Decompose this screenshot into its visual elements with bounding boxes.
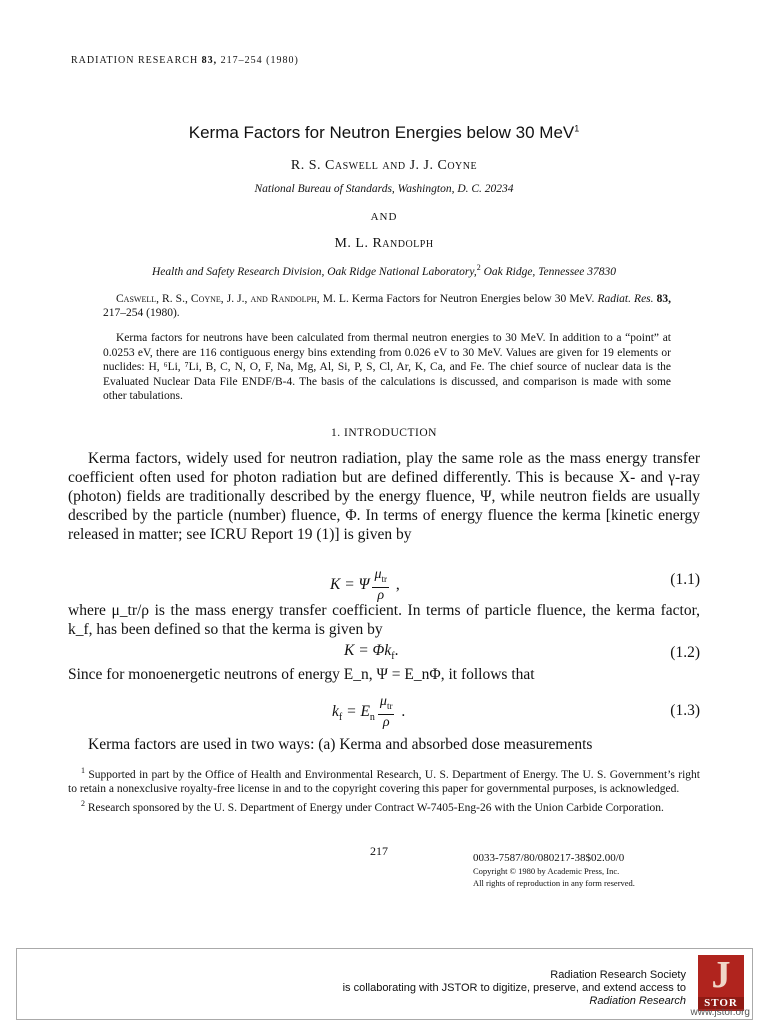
journal-volume: 83, [201, 55, 218, 66]
eq1-fraction [372, 567, 389, 604]
eq3-lhs: k [332, 702, 339, 720]
authors-line-2: M. L. Randolph [334, 236, 434, 251]
article-title [0, 123, 768, 143]
paragraph-4: Kerma factors are used in two ways: (a) Kerma and absorbed dose measurements [88, 736, 593, 753]
eq1-numerator-sub: tr [381, 573, 387, 584]
affiliation-2 [0, 263, 768, 278]
footnotes [68, 764, 700, 815]
jstor-logo-icon[interactable] [698, 955, 744, 1011]
and-separator: AND [370, 211, 398, 223]
affiliation-2-part-a: Health and Safety Research Division, Oak Ridge National Laboratory, [151, 265, 477, 278]
jstor-logo-j: J [711, 954, 731, 996]
copyright-block [473, 852, 635, 890]
authors-line-1: R. S. Caswell and J. J. Coyne [290, 158, 478, 173]
eq3-numerator: μ [379, 694, 387, 709]
eq3-numerator-sub: tr [386, 700, 393, 711]
eq3-mid-sub: n [369, 712, 375, 724]
eq2-label: (1.2) [670, 644, 700, 661]
citation-title: Kerma Factors for Neutron Energies below 30 MeV. [348, 293, 598, 305]
footnote-1-mark: 1 [81, 766, 85, 775]
eq1-label: (1.1) [670, 571, 700, 588]
paragraph-2: where μ_tr/ρ is the mass energy transfer coefficient. In terms of particle fluence, the kerma factor, k_f, has been defined so that the kerma is given by [68, 602, 700, 638]
footnote-1-text: Supported in part by the Office of Health and Environmental Research, U. S. Department of Energy. The U. S. Government’s right to retain a nonexclusive royalty-free license in and to the copyright covering this paper for governmental purposes, is acknowledged. [68, 768, 700, 796]
footnote-2 [68, 797, 700, 815]
eq1-denominator: ρ [377, 587, 385, 603]
jstor-url-link[interactable]: www.jstor.org [690, 1007, 750, 1018]
journal-name: RADIATION RESEARCH [71, 55, 199, 66]
jstor-line-2: is collaborating with JSTOR to digitize, preserve, and extend access to [342, 982, 686, 994]
journal-header [71, 55, 299, 66]
affiliation-footnote-mark: 2 [476, 263, 481, 272]
eq3-mid: = E [342, 702, 370, 720]
eq2-text: K = Φk [344, 642, 392, 659]
eq3-fraction [378, 694, 395, 731]
equation-1-2 [68, 642, 700, 664]
eq1-tail: , [391, 575, 400, 593]
eq1-numerator: μ [374, 567, 382, 582]
citation-volume: 83, [653, 293, 671, 305]
section-heading: 1. INTRODUCTION [331, 427, 437, 439]
page-number: 217 [370, 844, 388, 858]
paragraph-3: Since for monoenergetic neutrons of energy E_n, Ψ = E_nΦ, it follows that [68, 666, 535, 683]
footnote-2-text: Research sponsored by the U. S. Department of Energy under Contract W-7405-Eng-26 with the Union Carbide Corporation. [85, 801, 664, 814]
affiliation-1: National Bureau of Standards, Washington, D. C. 20234 [254, 183, 514, 195]
footnote-2-mark: 2 [81, 798, 85, 808]
jstor-logo-stor: STOR [698, 997, 744, 1009]
footnote-1 [68, 764, 700, 797]
eq2-sub: f [391, 651, 395, 663]
eq1-lhs: K = Ψ [330, 575, 370, 593]
paragraph-1: Kerma factors, widely used for neutron radiation, play the same role as the mass energy transfer coefficient often used for photon radiation but are defined differently. This is because X- and γ-ray (photon) fields are traditionally described by the energy fluence, Ψ, while neutron fields are usually described by the particle (number) fluence, Φ. In terms of energy fluence the kerma [kinetic energy released in matter; see ICRU Report 19 (1)] is given by [68, 450, 700, 543]
citation-journal: Radiat. Res. [597, 293, 654, 305]
equation-1-1 [68, 563, 700, 603]
abstract: Kerma factors for neutrons have been calculated from thermal neutron energies to 30 MeV. In addition to a “point” at 0.0253 eV, there are 116 contiguous energy bins extending from 0.026 eV to 30 MeV. Values are given for 19 elements or nuclides: H, ⁶Li, ⁷Li, B, C, N, O, F, Na, Mg, Al, Si, P, S, Cl, Ar, K, Ca, and Fe. The chief source of nuclear data is the Evaluated Nuclear Data File ENDF/B-4. The basis of the calculations is discussed, and comparison is made with some other tabulations. [103, 332, 671, 402]
copyright-line-1: Copyright © 1980 by Academic Press, Inc. [473, 865, 620, 876]
jstor-banner-text [343, 969, 686, 1008]
jstor-line-3: Radiation Research [589, 995, 686, 1007]
equation-1-3 [68, 692, 700, 732]
eq3-tail: . [397, 702, 406, 720]
eq3-lhs-sub: f [338, 712, 343, 724]
citation-block [103, 292, 671, 320]
article-title-text: Kerma Factors for Neutron Energies below 30 MeV [188, 123, 575, 142]
article-code: 0033-7587/80/080217-38$02.00/0 [473, 852, 625, 864]
eq3-denominator: ρ [382, 714, 390, 730]
citation-pages: 217–254 (1980). [103, 307, 180, 319]
affiliation-2-part-b: Oak Ridge, Tennessee 37830 [480, 265, 617, 278]
eq3-label: (1.3) [670, 702, 700, 719]
eq2-tail: . [394, 642, 399, 659]
jstor-line-1: Radiation Research Society [550, 969, 686, 981]
journal-pages: 217–254 (1980) [220, 55, 299, 66]
citation-authors: Caswell, R. S., Coyne, J. J., and Randolph, M. L. [116, 293, 349, 305]
copyright-line-2: All rights of reproduction in any form reserved. [473, 878, 635, 888]
jstor-banner[interactable] [16, 948, 753, 1020]
title-footnote-mark: 1 [574, 123, 580, 134]
